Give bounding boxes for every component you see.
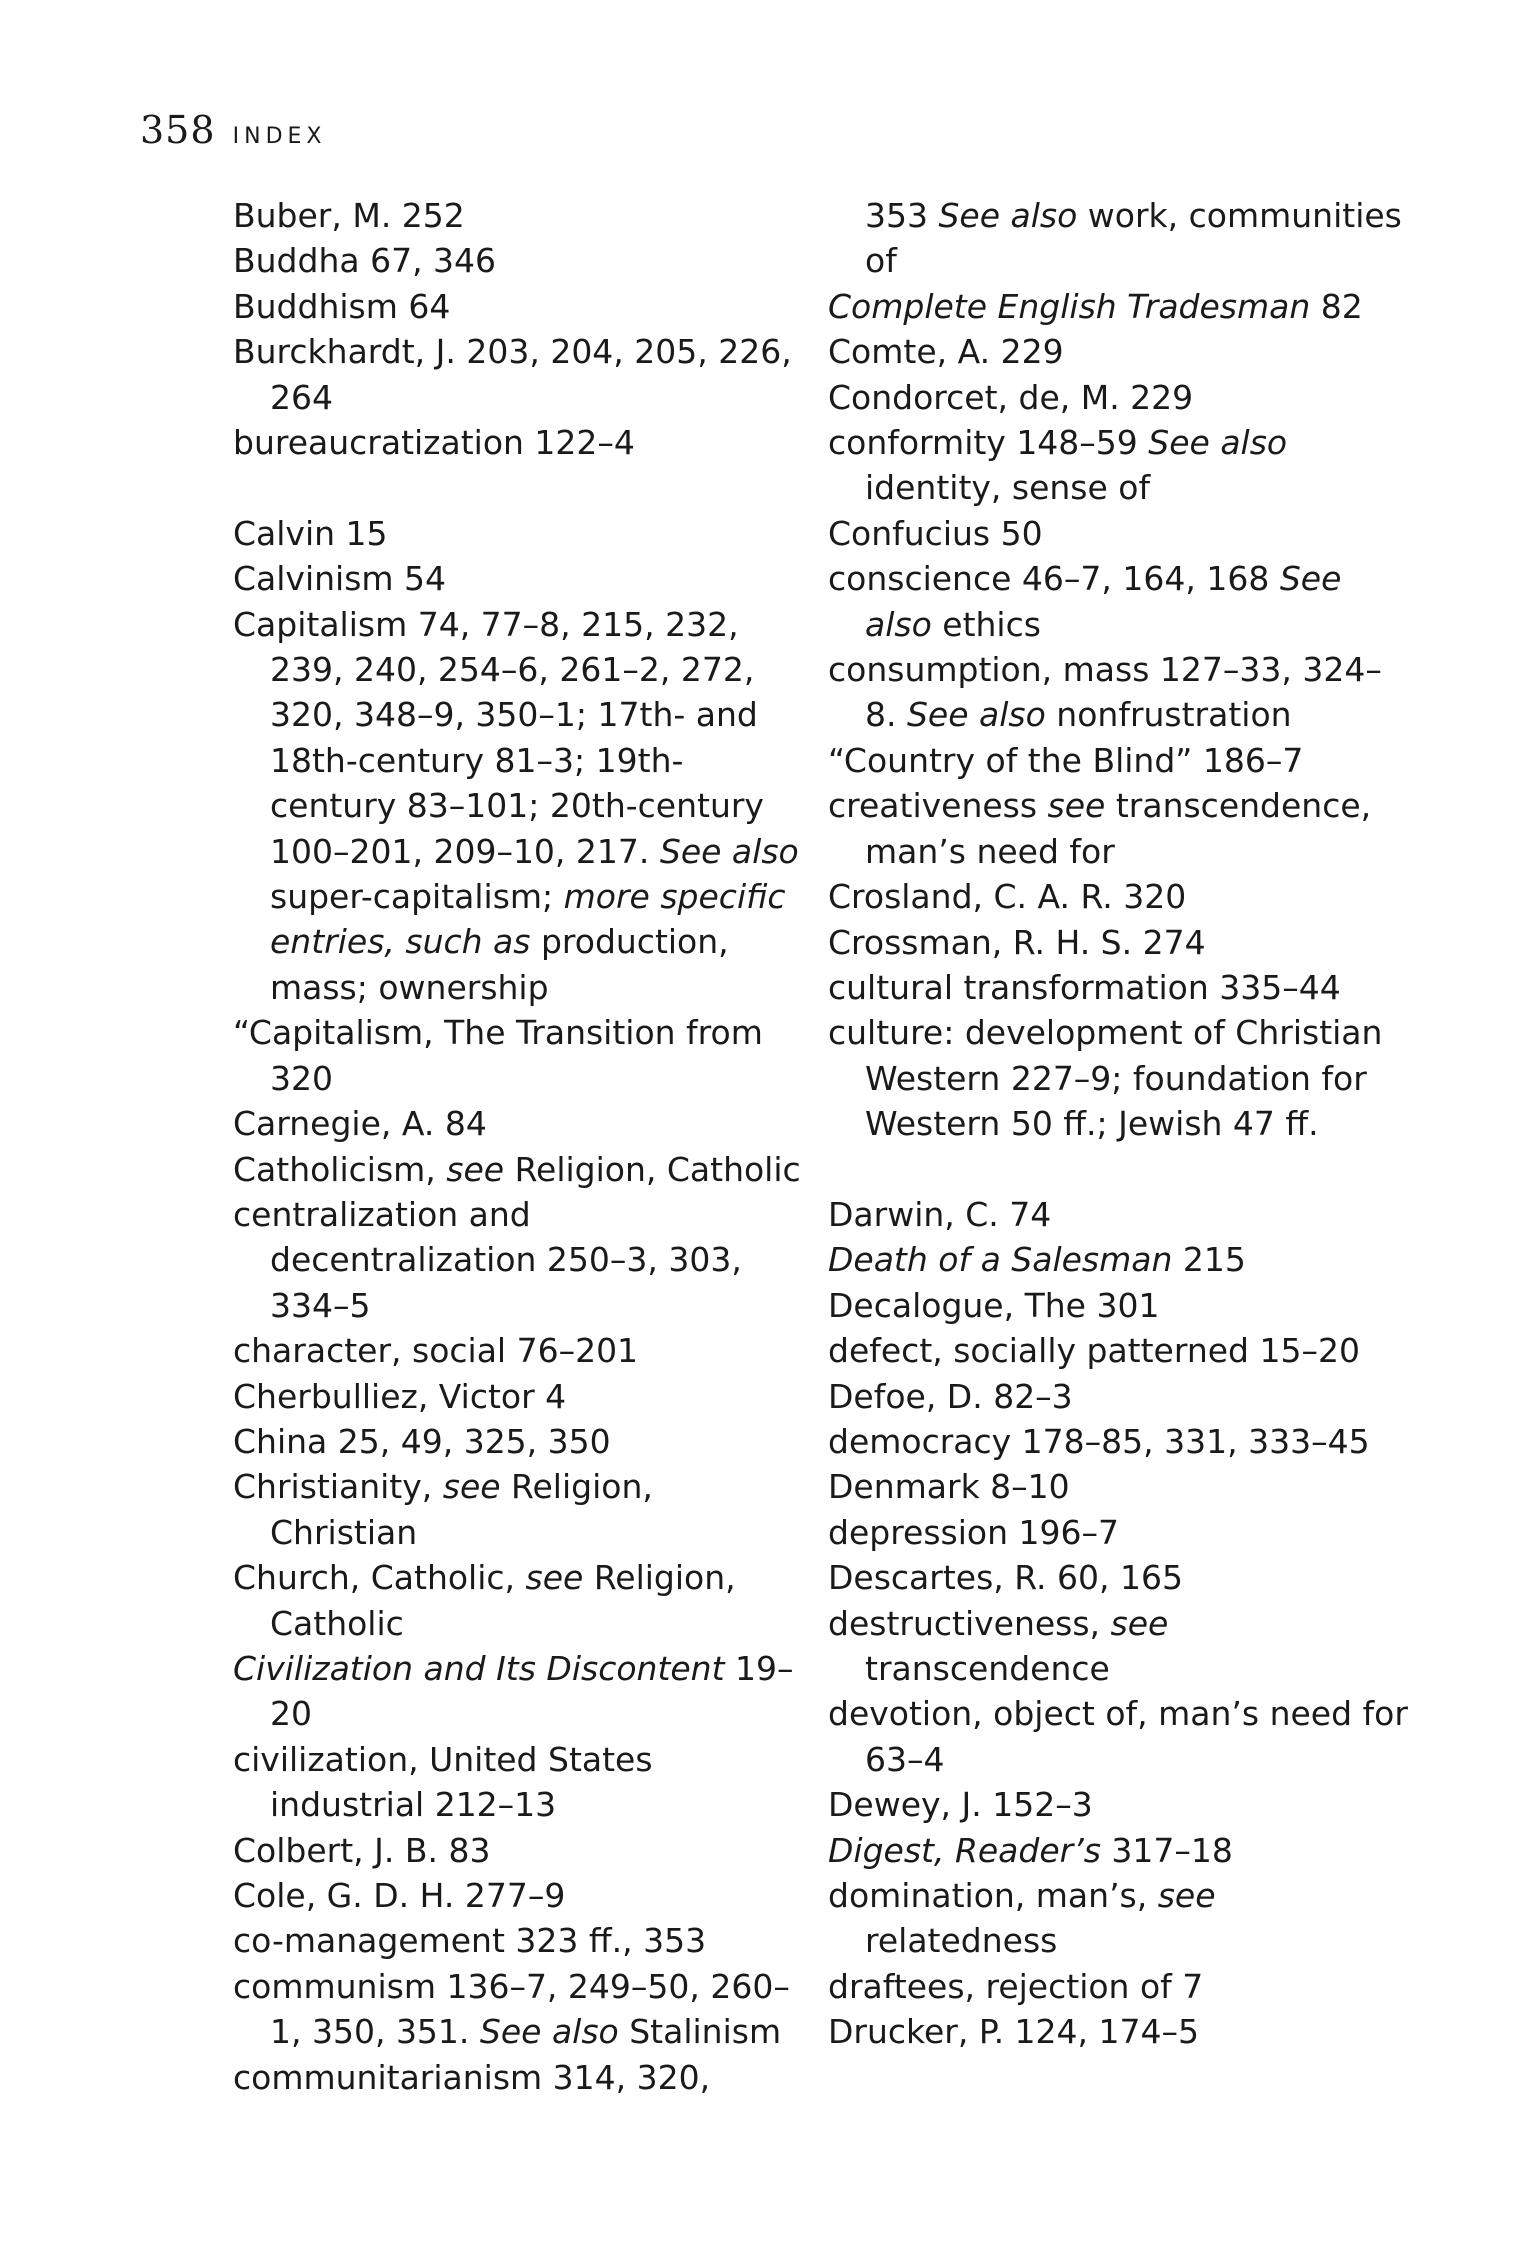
index-entry: Cherbulliez, Victor 4 <box>233 1376 567 1416</box>
index-column-right <box>828 193 1408 2055</box>
index-entry: Carnegie, A. 84 <box>233 1104 487 1144</box>
index-column-left <box>233 193 803 2100</box>
running-head: INDEX <box>232 124 327 149</box>
index-entry: Buber, M. 252 <box>233 196 465 235</box>
index-entry: Christianity, see Religion, Christian <box>233 1467 653 1552</box>
index-entry: Decalogue, The 301 <box>828 1285 1160 1325</box>
index-entry: civilization, United States industrial 212–13 <box>233 1739 653 1825</box>
index-entry: character, social 76–201 <box>233 1331 639 1371</box>
index-entry: Comte, A. 229 <box>828 332 1064 372</box>
section-gap <box>828 1147 1408 1192</box>
index-entry: Colbert, J. B. 83 <box>233 1830 491 1870</box>
index-entry: Crossman, R. H. S. 274 <box>828 922 1206 962</box>
index-entry: China 25, 49, 325, 350 <box>233 1421 611 1461</box>
index-entry: centralization and decentralization 250–3, 303, 334–5 <box>233 1194 742 1325</box>
index-entry: depression 196–7 <box>828 1512 1119 1552</box>
index-entry: consumption, mass 127–33, 324–8. See also nonfrustration <box>828 650 1382 735</box>
index-entry: co-management 323 ff., 353 <box>233 1921 707 1961</box>
index-entry: Buddha 67, 346 <box>233 241 497 281</box>
index-entry: Cole, G. D. H. 277–9 <box>233 1876 566 1916</box>
index-entry: 353 See also work, communities of <box>865 196 1402 281</box>
index-entry: culture: development of Christian Western 227–9; foundation for Western 50 ff.; Jewish 47 ff. <box>828 1013 1383 1144</box>
index-entry: communism 136–7, 249–50, 260–1, 350, 351. See also Stalinism <box>233 1966 790 2052</box>
index-entry: Descartes, R. 60, 165 <box>828 1558 1183 1598</box>
page-number: 358 <box>140 108 216 152</box>
section-gap <box>233 465 803 510</box>
index-entry: Capitalism 74, 77–8, 215, 232, 239, 240, 254–6, 261–2, 272, 320, 348–9, 350–1; 17th- and 18th-century 81–3; 19th-century 83–101; 20th-century 100–201, 209–10, 217. See also super-capitalism; more specific entries, such as production, mass; ownership <box>233 604 799 1007</box>
index-entry: Digest, Reader’s 317–18 <box>828 1830 1233 1870</box>
index-entry: conformity 148–59 See also identity, sense of <box>828 423 1288 508</box>
index-entry: Denmark 8–10 <box>828 1467 1070 1507</box>
index-entry: Church, Catholic, see Religion, Catholic <box>233 1558 736 1643</box>
index-entry: Dewey, J. 152–3 <box>828 1785 1093 1825</box>
index-entry: Buddhism 64 <box>233 286 451 326</box>
index-entry: Drucker, P. 124, 174–5 <box>828 2012 1200 2052</box>
index-entry: domination, man’s, see relatedness <box>828 1876 1216 1961</box>
index-entry: “Country of the Blind” 186–7 <box>828 740 1304 780</box>
index-entry: Darwin, C. 74 <box>828 1194 1052 1234</box>
index-entry: democracy 178–85, 331, 333–45 <box>828 1421 1370 1461</box>
index-entry: Condorcet, de, M. 229 <box>828 377 1194 417</box>
index-entry: creativeness see transcendence, man’s need for <box>828 786 1372 871</box>
index-entry: destructiveness, see transcendence <box>828 1603 1169 1688</box>
index-entry: Complete English Tradesman 82 <box>828 286 1363 326</box>
index-entry: Burckhardt, J. 203, 204, 205, 226, 264 <box>233 332 792 417</box>
index-entry: Calvin 15 <box>233 513 388 553</box>
index-entry: devotion, object of, man’s need for 63–4 <box>828 1694 1408 1779</box>
index-entry: communitarianism 314, 320, <box>233 2057 711 2097</box>
index-entry: defect, socially patterned 15–20 <box>828 1331 1360 1371</box>
index-entry: Calvinism 54 <box>233 559 447 599</box>
page-header <box>140 108 326 158</box>
index-entry: conscience 46–7, 164, 168 See also ethics <box>828 559 1342 644</box>
index-entry: Civilization and Its Discontent 19–20 <box>233 1648 794 1734</box>
index-entry: Death of a Salesman 215 <box>828 1240 1246 1280</box>
index-entry: Catholicism, see Religion, Catholic <box>233 1149 801 1189</box>
index-entry: bureaucratization 122–4 <box>233 423 635 463</box>
index-entry: Confucius 50 <box>828 513 1043 553</box>
index-entry: “Capitalism, The Transition from 320 <box>233 1013 763 1098</box>
index-entry: Crosland, C. A. R. 320 <box>828 877 1187 917</box>
index-entry: Defoe, D. 82–3 <box>828 1376 1073 1416</box>
index-entry: draftees, rejection of 7 <box>828 1966 1204 2006</box>
index-entry: cultural transformation 335–44 <box>828 967 1341 1007</box>
